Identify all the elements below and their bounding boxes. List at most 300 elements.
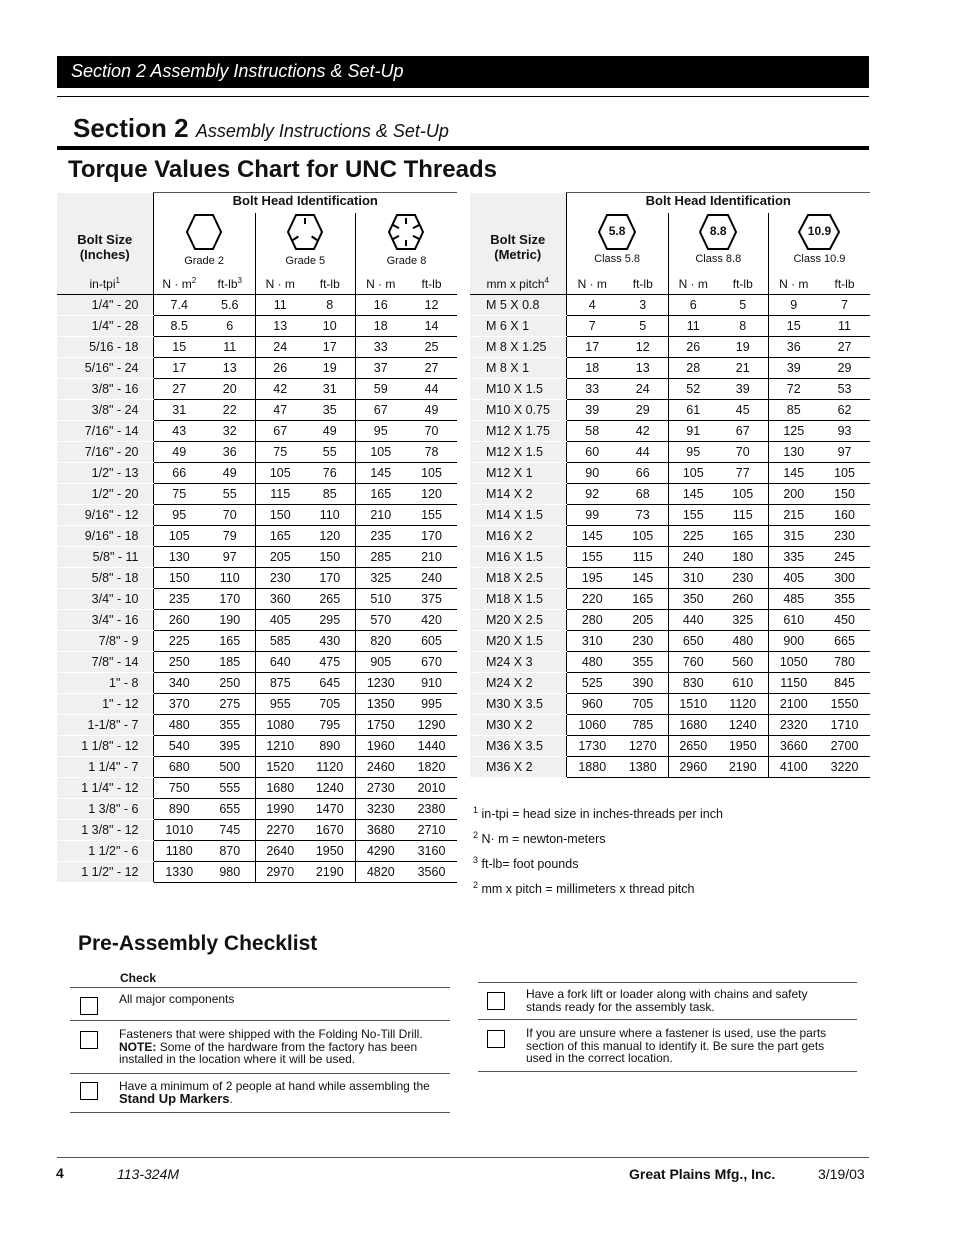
torque-value-cell: 1960 bbox=[355, 736, 406, 757]
bolt-head-id-label: Bolt Head Identification bbox=[232, 193, 378, 208]
class-10-9-label: Class 10.9 bbox=[793, 253, 846, 265]
company-name: Great Plains Mfg., Inc. bbox=[629, 1166, 776, 1182]
table-row bbox=[57, 379, 457, 400]
torque-value-cell: 560 bbox=[718, 652, 768, 673]
torque-value-cell: 60 bbox=[566, 442, 618, 463]
bolt-head-id-header bbox=[566, 193, 870, 274]
torque-value-cell: 480 bbox=[566, 652, 618, 673]
torque-value-cell: 395 bbox=[205, 736, 255, 757]
grade-8-hex-icon bbox=[388, 213, 424, 251]
torque-value-cell: 250 bbox=[205, 673, 255, 694]
unit-header: ft-lb bbox=[718, 273, 768, 295]
torque-value-cell: 4 bbox=[566, 295, 618, 316]
torque-value-cell: 6 bbox=[668, 295, 718, 316]
torque-value-cell: 8 bbox=[718, 316, 768, 337]
torque-value-cell: 16 bbox=[355, 295, 406, 316]
divider bbox=[70, 1112, 450, 1113]
class-5-8-label: Class 5.8 bbox=[594, 253, 641, 265]
torque-value-cell: 200 bbox=[768, 484, 819, 505]
torque-value-cell: 5 bbox=[618, 316, 668, 337]
mm-pitch-header: mm x pitch$^4$ bbox=[470, 273, 566, 295]
bolt-size-cell: 1" - 12 bbox=[57, 694, 153, 715]
mm-pitch-label: mm x pitch bbox=[486, 277, 545, 291]
torque-value-cell: 27 bbox=[406, 358, 457, 379]
torque-value-cell: 1820 bbox=[406, 757, 457, 778]
torque-value-cell: 49 bbox=[406, 400, 457, 421]
torque-value-cell: 120 bbox=[305, 526, 355, 547]
torque-value-cell: 19 bbox=[718, 337, 768, 358]
table-row bbox=[470, 736, 870, 757]
table-row bbox=[470, 379, 870, 400]
footer-rule bbox=[57, 1157, 869, 1158]
table-row bbox=[57, 652, 457, 673]
torque-value-cell: 1680 bbox=[255, 778, 305, 799]
torque-value-cell: 105 bbox=[618, 526, 668, 547]
document-number: 113-324M bbox=[117, 1166, 180, 1182]
torque-value-cell: 1950 bbox=[305, 841, 355, 862]
torque-value-cell: 500 bbox=[205, 757, 255, 778]
torque-value-cell: 390 bbox=[618, 673, 668, 694]
table-row bbox=[470, 484, 870, 505]
torque-value-cell: 8.5 bbox=[153, 316, 205, 337]
torque-value-cell: 76 bbox=[305, 463, 355, 484]
torque-value-cell: 97 bbox=[819, 442, 870, 463]
bolt-size-cell: 3/8" - 24 bbox=[57, 400, 153, 421]
bolt-size-cell: M 8 X 1.25 bbox=[470, 337, 566, 358]
item-text: Have a minimum of 2 people at hand while assembling the bbox=[119, 1079, 430, 1093]
torque-value-cell: 43 bbox=[153, 421, 205, 442]
torque-value-cell: 26 bbox=[255, 358, 305, 379]
torque-value-cell: 230 bbox=[255, 568, 305, 589]
page-number: 4 bbox=[56, 1165, 64, 1181]
table-row bbox=[470, 589, 870, 610]
torque-value-cell: 2010 bbox=[406, 778, 457, 799]
divider bbox=[478, 1071, 857, 1072]
torque-value-cell: 995 bbox=[406, 694, 457, 715]
torque-value-cell: 640 bbox=[255, 652, 305, 673]
torque-value-cell: 355 bbox=[819, 589, 870, 610]
torque-value-cell: 7.4 bbox=[153, 295, 205, 316]
bolt-size-cell: 7/8" - 14 bbox=[57, 652, 153, 673]
torque-value-cell: 3220 bbox=[819, 757, 870, 778]
torque-value-cell: 830 bbox=[668, 673, 718, 694]
bolt-size-cell: 3/4" - 10 bbox=[57, 589, 153, 610]
bolt-size-cell: 5/8" - 11 bbox=[57, 547, 153, 568]
torque-value-cell: 2640 bbox=[255, 841, 305, 862]
table-row bbox=[470, 652, 870, 673]
torque-value-cell: 605 bbox=[406, 631, 457, 652]
torque-value-cell: 2700 bbox=[819, 736, 870, 757]
grade-2-head bbox=[154, 193, 255, 273]
torque-value-cell: 72 bbox=[768, 379, 819, 400]
torque-value-cell: 480 bbox=[718, 631, 768, 652]
torque-value-cell: 120 bbox=[406, 484, 457, 505]
torque-value-cell: 570 bbox=[355, 610, 406, 631]
bolt-size-cell: 1 1/2" - 12 bbox=[57, 862, 153, 883]
torque-value-cell: 36 bbox=[205, 442, 255, 463]
torque-value-cell: 125 bbox=[768, 421, 819, 442]
torque-value-cell: 540 bbox=[153, 736, 205, 757]
torque-value-cell: 105 bbox=[819, 463, 870, 484]
table-row bbox=[470, 694, 870, 715]
torque-value-cell: 67 bbox=[255, 421, 305, 442]
bolt-size-cell: 1 3/8" - 6 bbox=[57, 799, 153, 820]
grade-2-label: Grade 2 bbox=[184, 255, 224, 267]
torque-value-cell: 280 bbox=[566, 610, 618, 631]
torque-value-cell: 260 bbox=[153, 610, 205, 631]
table-row bbox=[57, 400, 457, 421]
torque-value-cell: 130 bbox=[768, 442, 819, 463]
table-row bbox=[470, 463, 870, 484]
table-row bbox=[57, 862, 457, 883]
torque-value-cell: 1120 bbox=[718, 694, 768, 715]
torque-value-cell: 15 bbox=[768, 316, 819, 337]
grade-5-label: Grade 5 bbox=[285, 255, 326, 267]
torque-value-cell: 275 bbox=[205, 694, 255, 715]
torque-value-cell: 430 bbox=[305, 631, 355, 652]
metric-torque-table bbox=[470, 192, 870, 778]
grade-8-head bbox=[355, 213, 457, 273]
checklist-item: If you are unsure where a fastener is used, use the parts section of this manual to identify it. Be sure the part gets used in the correct location. bbox=[526, 1026, 827, 1065]
torque-value-cell: 155 bbox=[406, 505, 457, 526]
torque-value-cell: 1240 bbox=[305, 778, 355, 799]
bolt-size-cell: 7/16" - 14 bbox=[57, 421, 153, 442]
torque-value-cell: 91 bbox=[668, 421, 718, 442]
torque-value-cell: 250 bbox=[153, 652, 205, 673]
torque-value-cell: 760 bbox=[668, 652, 718, 673]
bolt-size-cell: 7/8" - 9 bbox=[57, 631, 153, 652]
torque-value-cell: 70 bbox=[718, 442, 768, 463]
table-row bbox=[57, 589, 457, 610]
torque-value-cell: 105 bbox=[355, 442, 406, 463]
torque-value-cell: 1990 bbox=[255, 799, 305, 820]
bolt-size-cell: M30 X 2 bbox=[470, 715, 566, 736]
torque-value-cell: 235 bbox=[355, 526, 406, 547]
torque-value-cell: 645 bbox=[305, 673, 355, 694]
torque-value-cell: 11 bbox=[205, 337, 255, 358]
divider bbox=[70, 987, 450, 988]
table-row bbox=[470, 715, 870, 736]
torque-value-cell: 335 bbox=[768, 547, 819, 568]
torque-value-cell: 1950 bbox=[718, 736, 768, 757]
bolt-size-cell: M14 X 2 bbox=[470, 484, 566, 505]
torque-value-cell: 190 bbox=[205, 610, 255, 631]
torque-value-cell: 910 bbox=[406, 673, 457, 694]
grade-8-label: Grade 8 bbox=[386, 255, 427, 267]
torque-value-cell: 610 bbox=[768, 610, 819, 631]
torque-value-cell: 165 bbox=[618, 589, 668, 610]
chart-title: Torque Values Chart for UNC Threads bbox=[68, 156, 497, 183]
unit-header: ft-lb bbox=[406, 273, 457, 295]
unit-header: N · m bbox=[355, 273, 406, 295]
torque-value-cell: 8 bbox=[305, 295, 355, 316]
torque-value-cell: 150 bbox=[255, 505, 305, 526]
document-date: 3/19/03 bbox=[818, 1166, 865, 1182]
torque-value-cell: 12 bbox=[618, 337, 668, 358]
divider bbox=[478, 982, 857, 983]
table-row bbox=[57, 778, 457, 799]
torque-value-cell: 225 bbox=[668, 526, 718, 547]
torque-value-cell: 3680 bbox=[355, 820, 406, 841]
bolt-size-cell: M16 X 1.5 bbox=[470, 547, 566, 568]
bolt-size-cell: M12 X 1.75 bbox=[470, 421, 566, 442]
torque-value-cell: 11 bbox=[255, 295, 305, 316]
table-row bbox=[57, 568, 457, 589]
torque-value-cell: 15 bbox=[153, 337, 205, 358]
torque-value-cell: 62 bbox=[819, 400, 870, 421]
torque-value-cell: 17 bbox=[305, 337, 355, 358]
torque-value-cell: 2710 bbox=[406, 820, 457, 841]
torque-value-cell: 1010 bbox=[153, 820, 205, 841]
torque-value-cell: 160 bbox=[819, 505, 870, 526]
bolt-size-cell: M12 X 1 bbox=[470, 463, 566, 484]
torque-value-cell: 310 bbox=[668, 568, 718, 589]
table-row bbox=[57, 442, 457, 463]
torque-value-cell: 1080 bbox=[255, 715, 305, 736]
torque-value-cell: 230 bbox=[819, 526, 870, 547]
bolt-size-cell: 1 1/8" - 12 bbox=[57, 736, 153, 757]
torque-value-cell: 405 bbox=[768, 568, 819, 589]
table-row bbox=[57, 316, 457, 337]
banner-text: Section 2 Assembly Instructions & Set-Up bbox=[71, 61, 404, 81]
torque-value-cell: 55 bbox=[305, 442, 355, 463]
torque-value-cell: 22 bbox=[205, 400, 255, 421]
bolt-size-cell: M16 X 2 bbox=[470, 526, 566, 547]
torque-value-cell: 5.6 bbox=[205, 295, 255, 316]
torque-value-cell: 39 bbox=[566, 400, 618, 421]
torque-value-cell: 2650 bbox=[668, 736, 718, 757]
torque-value-cell: 1050 bbox=[768, 652, 819, 673]
torque-value-cell: 170 bbox=[406, 526, 457, 547]
torque-value-cell: 99 bbox=[566, 505, 618, 526]
torque-value-cell: 31 bbox=[305, 379, 355, 400]
divider bbox=[57, 96, 869, 97]
torque-value-cell: 105 bbox=[668, 463, 718, 484]
torque-value-cell: 44 bbox=[618, 442, 668, 463]
torque-value-cell: 1230 bbox=[355, 673, 406, 694]
torque-value-cell: 145 bbox=[618, 568, 668, 589]
torque-value-cell: 325 bbox=[718, 610, 768, 631]
torque-value-cell: 285 bbox=[355, 547, 406, 568]
torque-value-cell: 105 bbox=[255, 463, 305, 484]
in-tpi-header: in-tpi$^1$ bbox=[57, 273, 153, 295]
torque-value-cell: 1440 bbox=[406, 736, 457, 757]
torque-value-cell: 45 bbox=[718, 400, 768, 421]
torque-value-cell: 2270 bbox=[255, 820, 305, 841]
torque-value-cell: 170 bbox=[205, 589, 255, 610]
section-number: Section 2 bbox=[73, 113, 189, 143]
torque-value-cell: 85 bbox=[768, 400, 819, 421]
footnote-text: N· m = newton-meters bbox=[481, 832, 606, 846]
bolt-size-header bbox=[57, 193, 153, 274]
bolt-size-cell: 9/16" - 18 bbox=[57, 526, 153, 547]
torque-value-cell: 105 bbox=[406, 463, 457, 484]
torque-value-cell: 750 bbox=[153, 778, 205, 799]
torque-value-cell: 2730 bbox=[355, 778, 406, 799]
bolt-size-label: Bolt Size bbox=[490, 231, 546, 247]
torque-value-cell: 325 bbox=[355, 568, 406, 589]
checkbox[interactable] bbox=[80, 1082, 98, 1100]
bolt-size-cell: M36 X 2 bbox=[470, 757, 566, 778]
torque-value-cell: 235 bbox=[153, 589, 205, 610]
torque-value-cell: 97 bbox=[205, 547, 255, 568]
torque-value-cell: 31 bbox=[153, 400, 205, 421]
torque-value-cell: 180 bbox=[718, 547, 768, 568]
torque-value-cell: 9 bbox=[768, 295, 819, 316]
table-row bbox=[57, 526, 457, 547]
torque-value-cell: 355 bbox=[205, 715, 255, 736]
unit-header: $ft-lb^3$ bbox=[205, 273, 255, 295]
torque-value-cell: 85 bbox=[305, 484, 355, 505]
in-tpi-label: in-tpi bbox=[89, 277, 116, 291]
item-tail: . bbox=[229, 1091, 233, 1106]
torque-value-cell: 230 bbox=[718, 568, 768, 589]
torque-value-cell: 1150 bbox=[768, 673, 819, 694]
table-row bbox=[470, 505, 870, 526]
table-row bbox=[470, 337, 870, 358]
section-subtitle: Assembly Instructions & Set-Up bbox=[195, 121, 449, 141]
bolt-size-unit: (Inches) bbox=[79, 246, 130, 262]
checklist-title: Pre-Assembly Checklist bbox=[78, 932, 318, 955]
torque-value-cell: 49 bbox=[153, 442, 205, 463]
torque-value-cell: 42 bbox=[255, 379, 305, 400]
torque-value-cell: 225 bbox=[153, 631, 205, 652]
torque-value-cell: 150 bbox=[305, 547, 355, 568]
checkbox[interactable] bbox=[80, 1031, 98, 1049]
torque-value-cell: 1550 bbox=[819, 694, 870, 715]
footnotes bbox=[473, 800, 723, 900]
torque-value-cell: 58 bbox=[566, 421, 618, 442]
checkbox[interactable] bbox=[487, 992, 505, 1010]
bolt-size-cell: M14 X 1.5 bbox=[470, 505, 566, 526]
torque-value-cell: 3660 bbox=[768, 736, 819, 757]
torque-value-cell: 780 bbox=[819, 652, 870, 673]
torque-value-cell: 33 bbox=[355, 337, 406, 358]
bolt-size-cell: M24 X 2 bbox=[470, 673, 566, 694]
torque-value-cell: 32 bbox=[205, 421, 255, 442]
table-row bbox=[470, 757, 870, 778]
torque-value-cell: 405 bbox=[255, 610, 305, 631]
torque-value-cell: 90 bbox=[566, 463, 618, 484]
bolt-size-unit: (Metric) bbox=[494, 246, 542, 262]
table-row bbox=[470, 316, 870, 337]
torque-value-cell: 27 bbox=[153, 379, 205, 400]
torque-value-cell: 480 bbox=[153, 715, 205, 736]
torque-value-cell: 2100 bbox=[768, 694, 819, 715]
torque-value-cell: 52 bbox=[668, 379, 718, 400]
torque-value-cell: 375 bbox=[406, 589, 457, 610]
torque-value-cell: 29 bbox=[819, 358, 870, 379]
bolt-size-cell: M18 X 1.5 bbox=[470, 589, 566, 610]
torque-value-cell: 105 bbox=[718, 484, 768, 505]
checklist-item: Have a fork lift or loader along with chains and safety stands ready for the assembly task. bbox=[526, 987, 808, 1014]
table-row bbox=[470, 400, 870, 421]
bolt-head-id-label: Bolt Head Identification bbox=[645, 193, 791, 208]
torque-value-cell: 95 bbox=[668, 442, 718, 463]
table-row bbox=[57, 841, 457, 862]
torque-value-cell: 585 bbox=[255, 631, 305, 652]
torque-value-cell: 300 bbox=[819, 568, 870, 589]
torque-value-cell: 350 bbox=[668, 589, 718, 610]
torque-value-cell: 980 bbox=[205, 862, 255, 883]
grade-2-hex-icon bbox=[186, 213, 222, 251]
torque-value-cell: 2190 bbox=[305, 862, 355, 883]
torque-value-cell: 610 bbox=[718, 673, 768, 694]
torque-value-cell: 115 bbox=[718, 505, 768, 526]
item-emphasis: Stand Up Markers bbox=[119, 1090, 230, 1106]
torque-value-cell: 1380 bbox=[618, 757, 668, 778]
table-row bbox=[57, 484, 457, 505]
torque-value-cell: 6 bbox=[205, 316, 255, 337]
bolt-size-cell: M36 X 3.5 bbox=[470, 736, 566, 757]
bolt-size-cell: M10 X 1.5 bbox=[470, 379, 566, 400]
torque-value-cell: 14 bbox=[406, 316, 457, 337]
torque-value-cell: 145 bbox=[668, 484, 718, 505]
bolt-size-cell: M18 X 2.5 bbox=[470, 568, 566, 589]
table-row bbox=[470, 295, 870, 316]
table-row bbox=[470, 610, 870, 631]
torque-value-cell: 820 bbox=[355, 631, 406, 652]
torque-value-cell: 665 bbox=[819, 631, 870, 652]
checkbox[interactable] bbox=[80, 997, 98, 1015]
footnote bbox=[473, 800, 723, 825]
torque-value-cell: 795 bbox=[305, 715, 355, 736]
torque-value-cell: 165 bbox=[205, 631, 255, 652]
torque-value-cell: 310 bbox=[566, 631, 618, 652]
checklist-item bbox=[119, 1028, 439, 1066]
torque-value-cell: 28 bbox=[668, 358, 718, 379]
torque-value-cell: 4820 bbox=[355, 862, 406, 883]
torque-value-cell: 195 bbox=[566, 568, 618, 589]
unit-header: N · m bbox=[668, 273, 718, 295]
unit-header: N · m bbox=[768, 273, 819, 295]
class-8-8-mark: 8.8 bbox=[709, 224, 727, 238]
class-8-8-head bbox=[668, 213, 768, 273]
torque-value-cell: 75 bbox=[255, 442, 305, 463]
torque-value-cell: 705 bbox=[618, 694, 668, 715]
torque-value-cell: 1750 bbox=[355, 715, 406, 736]
torque-value-cell: 29 bbox=[618, 400, 668, 421]
torque-value-cell: 68 bbox=[618, 484, 668, 505]
footnote-number: 2 bbox=[473, 830, 479, 840]
table-row bbox=[470, 568, 870, 589]
torque-value-cell: 150 bbox=[153, 568, 205, 589]
note-label: NOTE: bbox=[119, 1039, 157, 1054]
checkbox[interactable] bbox=[487, 1030, 505, 1048]
torque-value-cell: 3 bbox=[618, 295, 668, 316]
torque-value-cell: 13 bbox=[255, 316, 305, 337]
footnote bbox=[473, 825, 723, 850]
torque-value-cell: 5 bbox=[718, 295, 768, 316]
torque-value-cell: 33 bbox=[566, 379, 618, 400]
torque-value-cell: 26 bbox=[668, 337, 718, 358]
checklist-item bbox=[119, 1080, 439, 1105]
class-10-9-mark: 10.9 bbox=[807, 224, 832, 238]
torque-value-cell: 420 bbox=[406, 610, 457, 631]
table-row bbox=[470, 421, 870, 442]
torque-value-cell: 315 bbox=[768, 526, 819, 547]
torque-value-cell: 230 bbox=[618, 631, 668, 652]
bolt-size-cell: 1 1/4" - 12 bbox=[57, 778, 153, 799]
unit-header: N · m bbox=[566, 273, 618, 295]
torque-value-cell: 95 bbox=[153, 505, 205, 526]
checklist-item: All major components bbox=[119, 992, 235, 1006]
torque-value-cell: 79 bbox=[205, 526, 255, 547]
torque-value-cell: 245 bbox=[819, 547, 870, 568]
torque-value-cell: 1730 bbox=[566, 736, 618, 757]
table-row bbox=[470, 631, 870, 652]
class-8-8-label: Class 8.8 bbox=[695, 253, 742, 265]
